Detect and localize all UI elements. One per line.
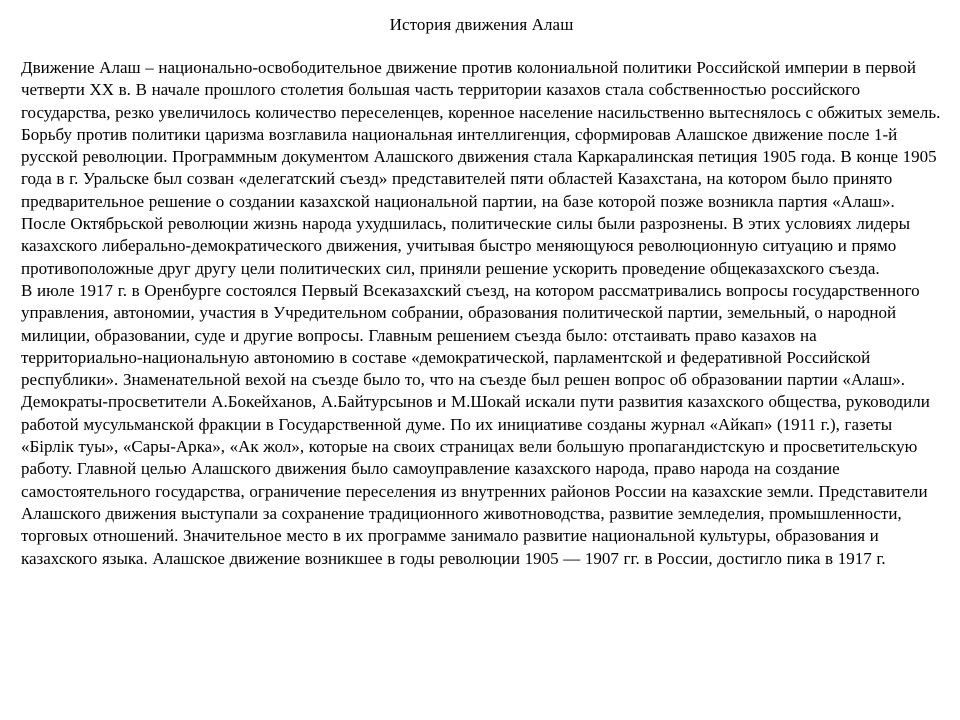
- paragraph-alash-origin: Движение Алаш – национально-освободительное движение против колониальной политики Российской империи в первой четверти XX в. В начале прошлого столетия большая часть территории казахов стала собственностью российского государства, резко увеличилось количество переселенцев, коренное население насильственно вытеснялось с обжитых земель. Борьбу против политики царизма возглавила национальная интеллигенция, сформировав Алашское движение после 1-й русской революции. Программным документом Алашского движения стала Каркаралинская петиция 1905 года. В конце 1905 года в г. Уральске был созван «делегатский съезд» представителей пяти областей Казахстана, на котором было принято предварительное решение о создании казахской национальной партии, на базе которой позже возникла партия «Алаш». После Октябрьской революции жизнь народа ухудшилась, политические силы были разрознены. В этих условиях лидеры казахского либерально-демократического движения, учитывая быстро меняющуюся революционную ситуацию и прямо противоположные друг другу цели политических сил, приняли решение ускорить проведение общеказахского съезда.: [21, 58, 941, 278]
- paragraph-democrats-enlighteners: Демократы-просветители А.Бокейханов, А.Байтурсынов и М.Шокай искали пути развития казахского общества, руководили работой мусульманской фракции в Государственной думе. По их инициативе созданы журнал «Айкап» (1911 г.), газеты «Бірлік туы», «Сары-Арка», «Ак жол», которые на своих страницах вели большую пропагандистскую и просветительскую работу. Главной целью Алашского движения было самоуправление казахского народа, право народа на создание самостоятельного государства, ограничение переселения из внутренних районов России на казахские земли. Представители Алашского движения выступали за сохранение традиционного животноводства, развитие земледелия, промышленности, торговых отношений. Значительное место в их программе занимало развитие национальной культуры, образования и казахского языка. Алашское движение возникшее в годы революции 1905 — 1907 гг. в России, достигло пика в 1917 г.: [21, 392, 930, 568]
- document-title: История движения Алаш: [389, 15, 574, 34]
- paragraph-first-congress: В июле 1917 г. в Оренбурге состоялся Первый Всеказахский съезд, на котором рассматривались вопросы государственного управления, автономии, участия в Учредительном собрании, образования политической партии, земельный, о народной милиции, образовании, суде и другие вопросы. Главным решением съезда было: отстаивать право казахов на территориально-национальную автономию в составе «демократической, парламентской и федеративной Российской республики». Знаменательной вехой на съезде было то, что на съезде был решен вопрос об образовании партии «Алаш».: [21, 280, 920, 390]
